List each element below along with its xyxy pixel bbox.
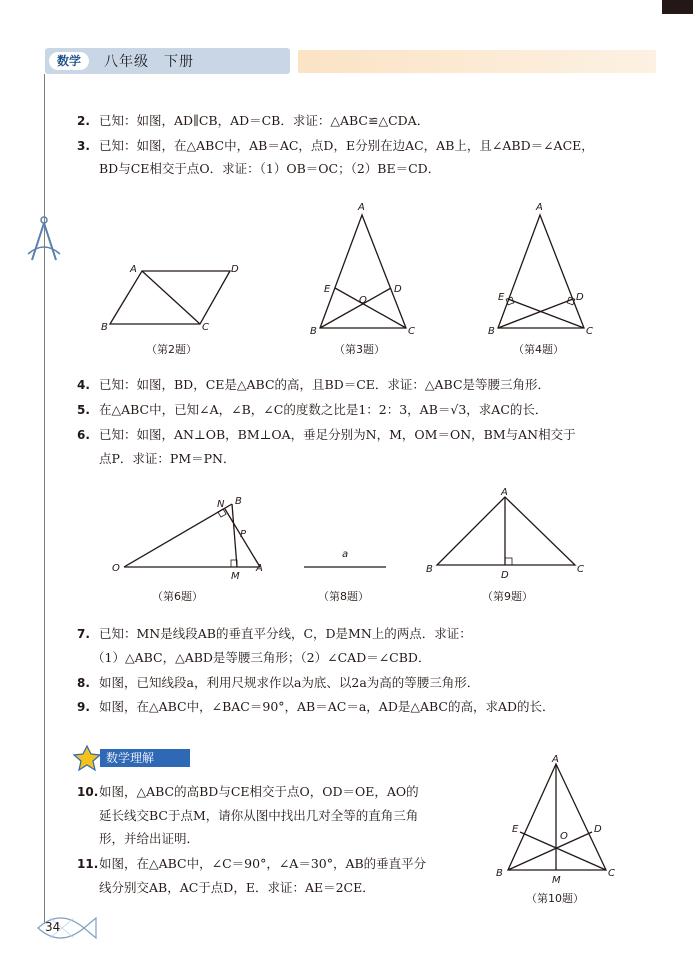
fig2-label-A: A <box>130 264 137 275</box>
fig2-label-B: B <box>101 322 108 333</box>
fig3-label-D: D <box>394 284 402 295</box>
fig10-label-C: C <box>608 868 615 879</box>
figure-10 <box>494 752 624 887</box>
fig4-label-C: C <box>586 326 593 337</box>
problem-3-cont: BD与CE相交于点O．求证：（1）OB＝OC；（2）BE＝CD． <box>99 161 441 176</box>
fig4-label-B: B <box>488 326 495 337</box>
fig10-label-E: E <box>512 824 519 835</box>
problem-6: 6. 已知：如图，AN⊥OB，BM⊥OA，垂足分别为N，M，OM＝ON，BM与AN相交于 <box>77 427 576 442</box>
fig6-label-O: O <box>112 563 120 574</box>
page-number: 34 <box>45 920 61 934</box>
figure-9 <box>425 485 590 580</box>
problem-7: 7. 已知：MN是线段AB的垂直平分线，C，D是MN上的两点．求证： <box>77 626 472 641</box>
problem-11: 11.如图，在△ABC中，∠C＝90°，∠A＝30°，AB的垂直平分 <box>77 856 427 871</box>
problem-4: 4. 已知：如图，BD，CE是△ABC的高，且BD＝CE．求证：△ABC是等腰三角形． <box>77 377 551 392</box>
problem-10-line-3: 形，并给出证明． <box>99 831 200 846</box>
fig10-label-O: O <box>560 831 568 842</box>
figure-4 <box>486 200 596 340</box>
problem-5: 5. 在△ABC中，已知∠A，∠B，∠C的度数之比是1：2：3，AB＝√3，求AC的长． <box>77 402 548 417</box>
fig9-label-B: B <box>426 564 433 575</box>
fig2-caption: （第2题） <box>146 343 197 356</box>
fig2-label-D: D <box>231 264 239 275</box>
fig6-label-A: A <box>256 563 263 574</box>
problem-3: 3. 已知：如图，在△ABC中，AB＝AC，点D，E分别在边AC，AB上，且∠ABD＝∠ACE， <box>77 138 594 153</box>
fig6-label-M: M <box>231 571 240 582</box>
fig10-caption: （第10题） <box>526 892 584 905</box>
header-gradient <box>298 50 656 73</box>
fig4-label-A: A <box>536 202 543 213</box>
fig4-caption: （第4题） <box>513 343 564 356</box>
fig10-label-D: D <box>594 824 602 835</box>
fig10-label-B: B <box>496 868 503 879</box>
fig8-caption: （第8题） <box>318 590 369 603</box>
fig3-caption: （第3题） <box>334 343 385 356</box>
compass-icon <box>24 214 64 266</box>
subject-badge: 数学 <box>49 52 89 70</box>
figure-6 <box>110 492 270 582</box>
fig3-label-C: C <box>408 326 415 337</box>
star-icon <box>72 744 102 772</box>
margin-line <box>44 74 45 924</box>
grade-title: 八年级 下册 <box>104 54 194 70</box>
problem-10-line-2: 延长线交BC于点M，请你从图中找出几对全等的直角三角 <box>99 808 419 823</box>
fig3-label-O: O <box>359 295 367 306</box>
fish-ornament-icon <box>30 906 100 950</box>
problem-7-cont: （1）△ABC，△ABD是等腰三角形；（2）∠CAD＝∠CBD． <box>92 650 431 665</box>
fig6-label-N: N <box>217 499 225 510</box>
figure-2 <box>100 260 250 335</box>
figure-8 <box>300 545 390 575</box>
fig9-label-D: D <box>501 570 509 580</box>
fig3-label-A: A <box>358 202 365 213</box>
fig9-label-A: A <box>501 487 508 498</box>
fig9-label-C: C <box>577 564 584 575</box>
top-corner-bar <box>662 0 693 14</box>
fig6-caption: （第6题） <box>152 590 203 603</box>
fig10-label-M: M <box>552 875 561 886</box>
fig3-label-B: B <box>310 326 317 337</box>
section-title: 数学理解 <box>100 749 190 767</box>
fig2-label-C: C <box>202 322 209 333</box>
fig4-label-E: E <box>498 292 505 303</box>
fig8-label-a: a <box>342 549 349 560</box>
problem-2: 2. 已知：如图，AD∥CB，AD＝CB．求证：△ABC≌△CDA． <box>77 113 430 128</box>
problem-8: 8. 如图，已知线段a，利用尺规求作以a为底、以2a为高的等腰三角形． <box>77 675 480 690</box>
problem-6-cont: 点P．求证：PM＝PN． <box>99 451 236 466</box>
fig10-label-A: A <box>552 754 559 765</box>
figure-3 <box>308 200 418 340</box>
fig9-caption: （第9题） <box>482 590 533 603</box>
fig4-label-D: D <box>576 292 584 303</box>
fig6-label-P: P <box>240 529 247 540</box>
fig3-label-E: E <box>324 284 331 295</box>
problem-11-line-2: 线分别交AB，AC于点D，E．求证：AE＝2CE． <box>99 880 375 895</box>
fig6-label-B: B <box>235 496 242 507</box>
problem-10: 10.如图，△ABC的高BD与CE相交于点O，OD＝OE，AO的 <box>77 784 419 799</box>
problem-9: 9. 如图，在△ABC中，∠BAC＝90°，AB＝AC＝a，AD是△ABC的高，求AD的长． <box>77 699 555 714</box>
